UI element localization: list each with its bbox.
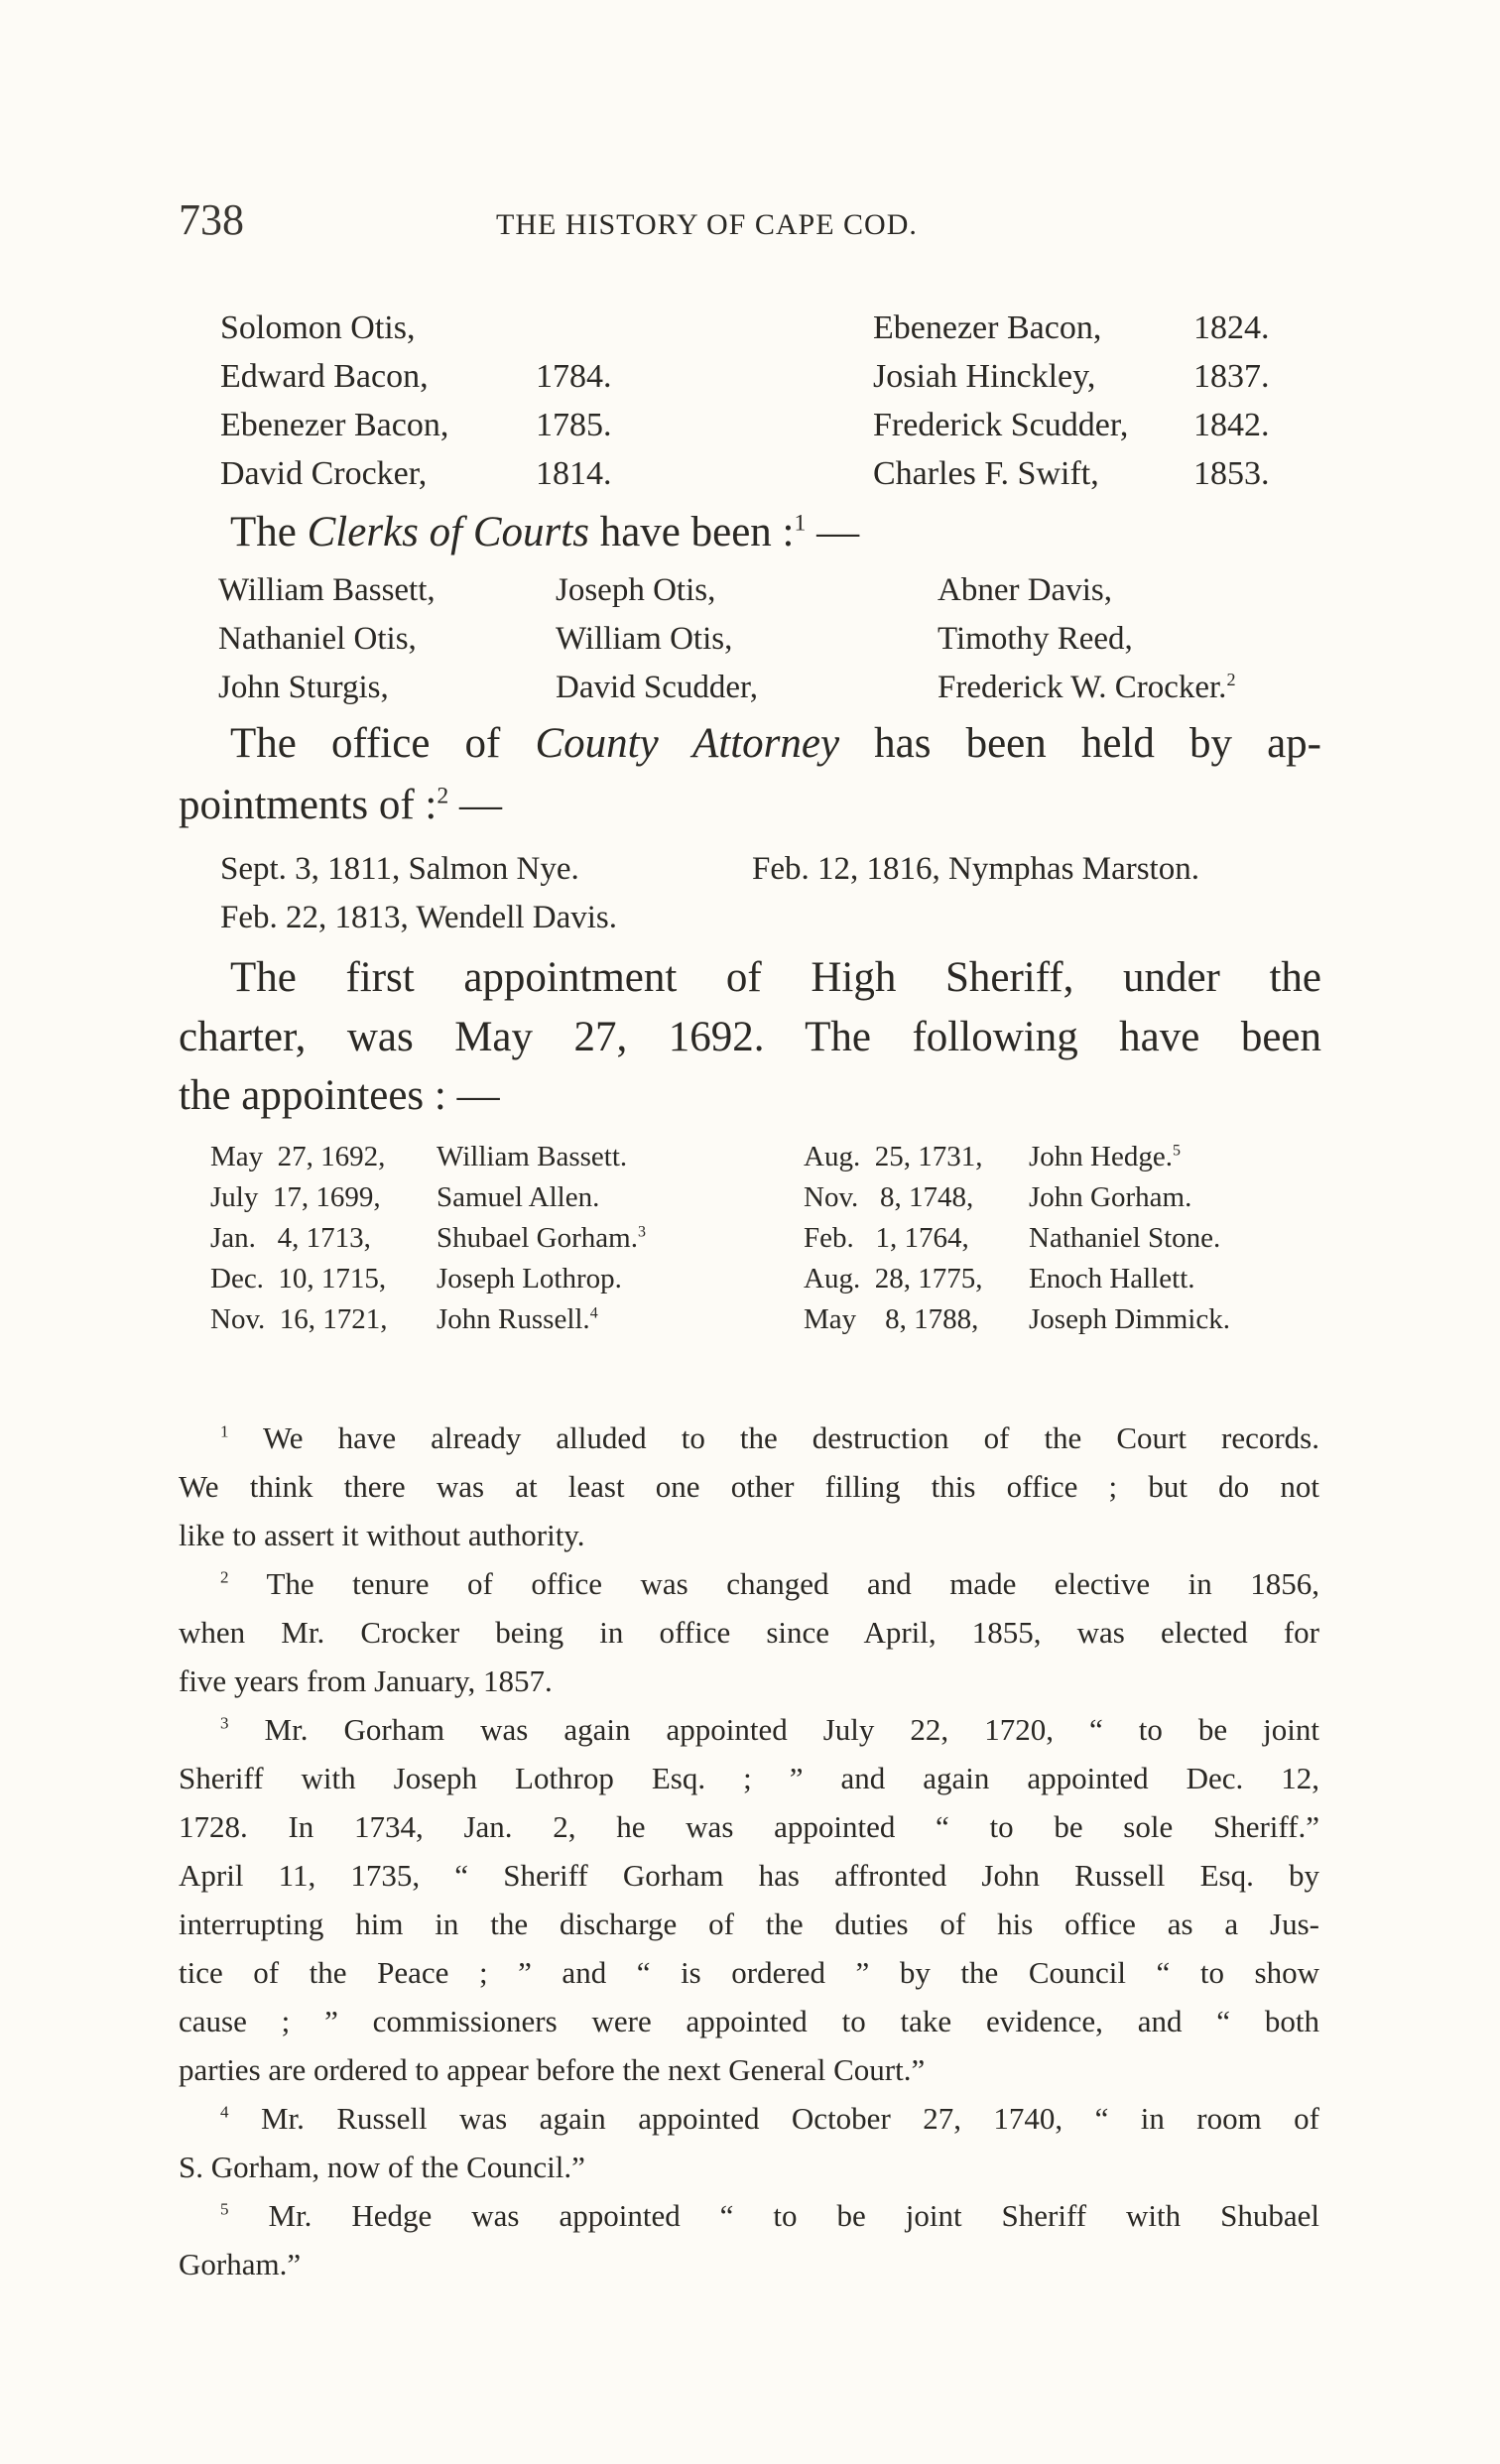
clerk-name: Joseph Otis, (556, 572, 716, 608)
footnote-5 (220, 2198, 1319, 2234)
sheriff-name: William Bassett. (437, 1141, 628, 1172)
footnote-ref: 5 (1172, 1142, 1181, 1160)
text-fragment: has been held by ap- (839, 720, 1321, 767)
treasurer-name: Solomon Otis, (220, 309, 416, 346)
italic-fragment: Courts (472, 509, 589, 555)
attorney-heading-line1 (230, 719, 1321, 768)
sheriff-date: Nov. 8, 1748, (804, 1181, 974, 1213)
footnote-line: S. Gorham, now of the Council.” (179, 2150, 585, 2184)
footnote-line: Sheriff with Joseph Lothrop Esq. ; ” and again appointed Dec. 12, (179, 1761, 1319, 1795)
page-number: 738 (179, 195, 244, 244)
footnote-line: interrupting him in the discharge of the duties of his office as a Jus- (179, 1907, 1319, 1941)
footnote-2 (220, 1566, 1319, 1602)
sheriff-name-text: John Russell. (437, 1303, 590, 1335)
sheriff-date: May 27, 1692, (210, 1141, 386, 1172)
clerk-name: John Sturgis, (218, 670, 389, 705)
attorney-heading (230, 719, 1321, 768)
footnote-4 (220, 2101, 1319, 2137)
footnote-1 (220, 1420, 1319, 1456)
treasurer-year: 1842. (1193, 407, 1270, 443)
treasurer-name: Ebenezer Bacon, (873, 309, 1102, 346)
attorney-entry: Feb. 12, 1816, Nymphas Marston. (752, 851, 1199, 887)
text-fragment: The (230, 509, 308, 555)
footnote-ref: 2 (1226, 670, 1236, 689)
sheriff-date: Aug. 25, 1731, (804, 1141, 983, 1172)
clerk-name: William Bassett, (218, 572, 436, 608)
clerk-name (938, 670, 1236, 706)
footnote-line: parties are ordered to appear before the next General Court.” (179, 2052, 926, 2087)
sheriff-name (1029, 1141, 1181, 1173)
treasurer-name: Ebenezer Bacon, (220, 407, 449, 443)
sheriff-intro-line3: the appointees : — (179, 1072, 500, 1119)
clerk-name-text: Frederick W. Crocker. (938, 670, 1227, 705)
sheriff-name: Joseph Lothrop. (437, 1263, 622, 1294)
sheriff-name-text: John Hedge. (1029, 1141, 1173, 1172)
italic-fragment: County Attorney (535, 720, 840, 767)
clerk-name: Abner Davis, (938, 572, 1112, 608)
treasurer-name: Frederick Scudder, (873, 407, 1129, 443)
footnote-line: like to assert it without authority. (179, 1518, 585, 1552)
running-head: THE HISTORY OF CAPE COD. (496, 208, 918, 241)
clerks-heading (230, 508, 859, 556)
clerk-name: David Scudder, (556, 670, 758, 705)
footnote-text: Mr. Hedge was appointed “ to be joint Sheriff with Shubael (268, 2198, 1320, 2233)
sheriff-date: Dec. 10, 1715, (210, 1263, 387, 1294)
footnote-ref: 2 (437, 783, 449, 809)
sheriff-name: Nathaniel Stone. (1029, 1222, 1221, 1254)
sheriff-date: Feb. 1, 1764, (804, 1222, 969, 1254)
sheriff-date: Aug. 28, 1775, (804, 1263, 983, 1294)
text-fragment: pointments of : (179, 782, 438, 828)
text-fragment: The office of (230, 720, 536, 767)
footnote-mark: 3 (220, 1713, 229, 1733)
footnote-line: 1728. In 1734, Jan. 2, he was appointed “ to be sole Sheriff.” (179, 1809, 1319, 1844)
treasurer-name: Josiah Hinckley, (873, 358, 1096, 395)
treasurer-year: 1853. (1193, 455, 1270, 492)
attorney-heading-line2 (179, 781, 502, 829)
treasurer-name: David Crocker, (220, 455, 428, 492)
footnote-line: five years from January, 1857. (179, 1663, 553, 1698)
attorney-entry: Sept. 3, 1811, Salmon Nye. (220, 851, 579, 887)
sheriff-date: May 8, 1788, (804, 1303, 979, 1335)
sheriff-name: Joseph Dimmick. (1029, 1303, 1230, 1335)
clerk-name: Timothy Reed, (938, 621, 1133, 657)
footnote-line: April 11, 1735, “ Sheriff Gorham has affronted John Russell Esq. by (179, 1858, 1319, 1893)
footnote-line: We think there was at least one other filling this office ; but do not (179, 1469, 1319, 1504)
footnote-ref: 1 (794, 510, 807, 537)
sheriff-date: Nov. 16, 1721, (210, 1303, 388, 1335)
sheriff-name: Samuel Allen. (437, 1181, 600, 1213)
attorney-entry: Feb. 22, 1813, Wendell Davis. (220, 900, 618, 935)
treasurer-year: 1784. (536, 358, 612, 395)
text-fragment: — (448, 782, 502, 828)
clerk-name: Nathaniel Otis, (218, 621, 417, 657)
footnote-text: Mr. Russell was again appointed October 27, 1740, “ in room of (260, 2101, 1319, 2136)
treasurer-year: 1837. (1193, 358, 1270, 395)
clerk-name: William Otis, (556, 621, 733, 657)
footnote-text: Mr. Gorham was again appointed July 22, 1720, “ to be joint (264, 1712, 1320, 1747)
footnote-line: tice of the Peace ; ” and “ is ordered ” by the Council “ to show (179, 1955, 1319, 1990)
footnote-mark: 2 (220, 1567, 229, 1587)
treasurer-year: 1785. (536, 407, 612, 443)
footnote-text: The tenure of office was changed and made elective in 1856, (266, 1566, 1319, 1601)
sheriff-name: John Gorham. (1029, 1181, 1192, 1213)
sheriff-intro-line1: The first appointment of High Sheriff, under the (230, 954, 1321, 1001)
sheriff-name-text: Shubael Gorham. (437, 1222, 638, 1254)
treasurer-year: 1824. (1193, 309, 1270, 346)
sheriff-date: July 17, 1699, (210, 1181, 381, 1213)
footnote-ref: 4 (589, 1304, 598, 1322)
treasurer-year: 1814. (536, 455, 612, 492)
footnote-3 (220, 1712, 1319, 1748)
sheriff-name (437, 1222, 646, 1255)
footnote-mark: 4 (220, 2102, 229, 2122)
footnote-text: We have already alluded to the destruction of the Court records. (263, 1420, 1319, 1455)
sheriff-intro-line2: charter, was May 27, 1692. The following have been (179, 1014, 1321, 1060)
sheriff-date: Jan. 4, 1713, (210, 1222, 371, 1254)
footnote-ref: 3 (637, 1223, 646, 1241)
footnote-mark: 1 (220, 1421, 229, 1441)
italic-fragment: Clerks of (307, 509, 463, 555)
sheriff-name: Enoch Hallett. (1029, 1263, 1195, 1294)
footnote-line: cause ; ” commissioners were appointed to take evidence, and “ both (179, 2004, 1319, 2038)
treasurer-name: Charles F. Swift, (873, 455, 1099, 492)
sheriff-name (437, 1303, 598, 1336)
text-fragment: have been : (588, 509, 795, 555)
footnote-mark: 5 (220, 2199, 229, 2219)
text-fragment: — (806, 509, 860, 555)
treasurer-name: Edward Bacon, (220, 358, 429, 395)
text-fragment (462, 509, 473, 555)
footnote-line: Gorham.” (179, 2247, 302, 2281)
footnote-line: when Mr. Crocker being in office since April, 1855, was elected for (179, 1615, 1319, 1650)
